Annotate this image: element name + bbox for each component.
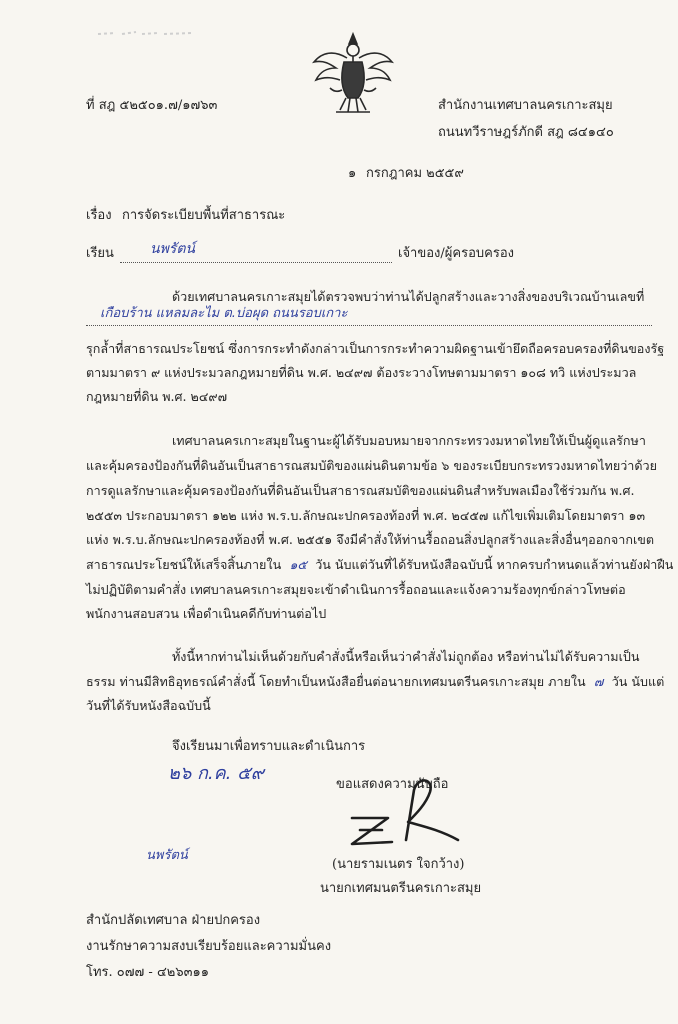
recipient-label: เรียน (86, 246, 114, 261)
office-name: สำนักงานเทศบาลนครเกาะสมุย (438, 98, 613, 113)
handwritten-address: เกือบร้าน แหลมละไม ต.บ่อผุด ถนนรอบเกาะ (100, 306, 348, 321)
handwritten-date: ๒๖ ก.ค. ๕๙ (168, 763, 264, 784)
paragraph2-line6-start: สาธารณประโยชน์ให้เสร็จสิ้นภายใน (86, 557, 282, 572)
recipient-dotted-line (120, 262, 392, 263)
paragraph1-line3: ตามมาตรา ๙ แห่งประมวลกฎหมายที่ดิน พ.ศ. ๒๔๙๗ ต้องระวางโทษตามมาตรา ๑๐๘ ทวิ แห่งประมวล (86, 365, 637, 380)
paragraph1-line1: ด้วยเทศบาลนครเกาะสมุยได้ตรวจพบว่าท่านได้ปลูกสร้างและวางสิ่งของบริเวณบ้านเลขที่ (172, 289, 645, 304)
paragraph1-line4: กฎหมายที่ดิน พ.ศ. ๒๔๙๗ (86, 389, 228, 404)
paragraph2-line6-end: วัน นับแต่วันที่ได้รับหนังสือฉบับนี้ หากครบกำหนดแล้วท่านยังฝ่าฝืน (315, 557, 674, 572)
handwritten-receiver: นพรัตน์ (146, 848, 188, 863)
subject-label: เรื่อง (86, 208, 112, 223)
handwritten-days-appeal: ๗ (593, 674, 604, 689)
footer-department: สำนักปลัดเทศบาล ฝ่ายปกครอง (86, 913, 261, 928)
reference-number: ที่ สฎ ๕๒๕๐๑.๗/๑๗๖๓ (86, 98, 218, 113)
paragraph1-line2: รุกล้ำที่สาธารณประโยชน์ ซึ่งการกระทำดังกล่าวเป็นการกระทำความผิดฐานเข้ายึดถือครอบครองที่ดินของรัฐ (86, 341, 665, 356)
garuda-emblem-icon (310, 28, 396, 118)
paragraph3-line3: วันที่ได้รับหนังสือฉบับนี้ (86, 698, 211, 713)
faded-stamp-mark (96, 28, 196, 38)
recipient-suffix: เจ้าของ/ผู้ครอบครอง (398, 246, 514, 261)
paragraph2-line3: การดูแลรักษาและคุ้มครองป้องกันที่ดินอันเป็นสาธารณสมบัติของแผ่นดินสำหรับพลเมืองใช้ร่วมกัน พ.ศ. (86, 483, 635, 498)
paragraph2-line8: พนักงานสอบสวน เพื่อดำเนินคดีกับท่านต่อไป (86, 606, 327, 621)
paragraph3-line2 (86, 673, 665, 691)
signer-name: (นายรามเนตร ใจกว้าง) (332, 857, 465, 872)
paragraph2-line4: ๒๕๕๓ ประกอบมาตรา ๑๒๒ แห่ง พ.ร.บ.ลักษณะปกครองท้องที่ พ.ศ. ๒๔๕๗ แก้ไขเพิ่มเติมโดยมาตรา ๑๓ (86, 508, 646, 523)
subject-text: การจัดระเบียบพื้นที่สาธารณะ (122, 208, 286, 223)
office-address: ถนนทวีราษฎร์ภักดี สฎ ๘๔๑๔๐ (438, 125, 614, 140)
footer-phone: โทร. ๐๗๗ - ๔๒๖๓๑๑ (86, 965, 209, 980)
paragraph3-line2-end: วัน นับแต่ (611, 674, 665, 689)
paragraph2-line7: ไม่ปฏิบัติตามคำสั่ง เทศบาลนครเกาะสมุยจะเข้าดำเนินการรื้อถอนและแจ้งความร้องทุกข์กล่าวโทษต่อ (86, 582, 626, 597)
paragraph2-line2: และคุ้มครองป้องกันที่ดินอันเป็นสาธารณสมบัติของแผ่นดินตามข้อ ๖ ของระเบียบกระทรวงมหาดไทยว่าด้วย (86, 458, 658, 473)
paragraph2-line1: เทศบาลนครเกาะสมุยในฐานะผู้ได้รับมอบหมายจากกระทรวงมหาดไทยให้เป็นผู้ดูแลรักษา (172, 433, 646, 448)
paragraph3-line2-start: ธรรม ท่านมีสิทธิอุทธรณ์คำสั่งนี้ โดยทำเป็นหนังสือยื่นต่อนายกเทศมนตรีนครเกาะสมุย ภายใน (86, 674, 586, 689)
date-day: ๑ (348, 166, 357, 181)
paragraph2-line6 (86, 556, 674, 574)
closing-request: จึงเรียนมาเพื่อทราบและดำเนินการ (172, 739, 366, 754)
closing-respect: ขอแสดงความนับถือ (336, 777, 449, 792)
recipient-handwritten: นพรัตน์ (150, 241, 195, 257)
address-dotted-line (86, 325, 652, 326)
date-month-year: กรกฎาคม ๒๕๕๙ (366, 166, 464, 181)
signature-icon (330, 770, 470, 850)
footer-section: งานรักษาความสงบเรียบร้อยและความมั่นคง (86, 939, 332, 954)
paragraph3-line1: ทั้งนี้หากท่านไม่เห็นด้วยกับคำสั่งนี้หรือเห็นว่าคำสั่งไม่ถูกต้อง หรือท่านไม่ได้รับความเป็น (172, 649, 640, 664)
signer-title: นายกเทศมนตรีนครเกาะสมุย (320, 881, 482, 896)
handwritten-days-removal: ๑๕ (289, 557, 307, 572)
paragraph2-line5: แห่ง พ.ร.บ.ลักษณะปกครองท้องที่ พ.ศ. ๒๕๕๑ จึงมีคำสั่งให้ท่านรื้อถอนสิ่งปลูกสร้างและสิ่งอื่นๆออกจากเขต (86, 532, 655, 547)
